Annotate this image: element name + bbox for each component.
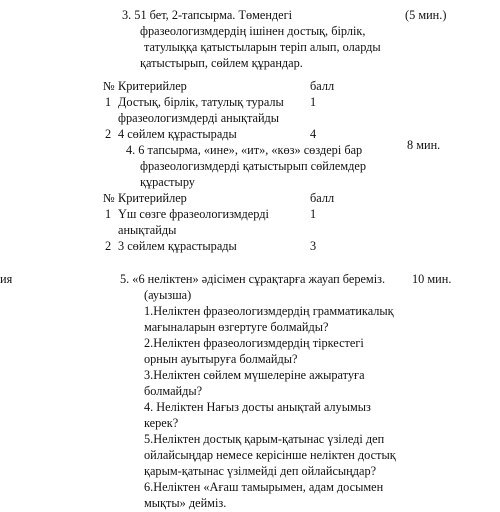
table2-header-score: балл bbox=[310, 191, 335, 205]
table1-row1-no: 1 bbox=[105, 95, 112, 109]
task4-line-2: фразеологизмдерді қатыстырып сөйлемдер bbox=[140, 159, 367, 173]
task3-time: (5 мин.) bbox=[405, 8, 447, 22]
task4-line-3: құрастыру bbox=[140, 175, 195, 189]
table1-header-no: № bbox=[103, 79, 115, 93]
task5-line-8: болмайды? bbox=[144, 384, 203, 398]
table1-header-score: балл bbox=[310, 79, 335, 93]
task3-line-1: 3. 51 бет, 2-тапсырма. Төмендегі bbox=[122, 8, 293, 22]
table2-row1-criteria-line1: Үш сөзге фразеологизмдерді bbox=[118, 207, 269, 221]
task5-line-13: қарым-қатынас үзілмейді деп ойлайсыңдар? bbox=[144, 464, 377, 478]
table2-row2-score: 3 bbox=[310, 239, 317, 253]
table2-row1-criteria-line2: анықтайды bbox=[118, 223, 177, 237]
table1-row1-criteria-line2: фразеологизмдерді анықтайды bbox=[118, 111, 280, 125]
task4-time: 8 мин. bbox=[407, 138, 441, 152]
task5-line-3: 1.Неліктен фразеологизмдердің грамматикалық bbox=[144, 304, 394, 318]
table2-row1-score: 1 bbox=[310, 207, 317, 221]
task5-line-9: 4. Неліктен Нағыз досты анықтай алуымыз bbox=[144, 400, 371, 414]
table2-row2-criteria: 3 сөйлем құрастырады bbox=[118, 239, 237, 253]
table2-header-criteria: Критерийлер bbox=[118, 191, 187, 205]
table1-row1-criteria-line1: Достық, бірлік, татулық туралы bbox=[118, 95, 284, 109]
table2-row2-no: 2 bbox=[105, 239, 112, 253]
task5-line-1: 5. «6 неліктен» әдісімен сұрақтарға жауап береміз. bbox=[120, 272, 386, 286]
task3-line-4: қатыстырып, сөйлем құрандар. bbox=[140, 56, 303, 70]
table1-row2-no: 2 bbox=[105, 127, 112, 141]
task5-line-4: мағыналарын өзгертуге болмайды? bbox=[144, 320, 329, 334]
task5-time: 10 мин. bbox=[412, 272, 452, 286]
task5-line-15: мықты» дейміз. bbox=[144, 496, 227, 510]
table2-header-no: № bbox=[103, 191, 115, 205]
task4-line-1: 4. 6 тапсырма, «ине», «ит», «көз» сөздері бар bbox=[126, 143, 363, 157]
task3-line-2: фразеологизмдердің ішінен достық, бірлік, bbox=[140, 24, 366, 38]
task5-line-6: орнын ауытыруға болмайды? bbox=[144, 352, 298, 366]
task5-line-11: 5.Неліктен достық қарым-қатынас үзіледі деп bbox=[144, 432, 385, 446]
table1-header-criteria: Критерийлер bbox=[118, 79, 187, 93]
table1-row2-criteria: 4 сөйлем құрастырады bbox=[118, 127, 237, 141]
table1-row1-score: 1 bbox=[310, 95, 317, 109]
left-column-fragment: ия bbox=[0, 272, 13, 286]
task3-line-3: татулыққа қатыстыларын теріп алып, оларды bbox=[144, 40, 381, 54]
task5-line-14: 6.Неліктен «Ағаш тамырымен, адам досымен bbox=[144, 480, 384, 494]
task5-line-10: керек? bbox=[144, 416, 179, 430]
task5-line-5: 2.Неліктен фразеологизмдердің тіркестегі bbox=[144, 336, 364, 350]
task5-line-12: ойлайсыңдар немесе керісінше неліктен достық bbox=[144, 448, 396, 462]
task5-line-7: 3.Неліктен сөйлем мүшелеріне ажыратуға bbox=[144, 368, 365, 382]
task5-line-2: (ауызша) bbox=[144, 288, 192, 302]
table1-row2-score: 4 bbox=[310, 127, 317, 141]
table2-row1-no: 1 bbox=[105, 207, 112, 221]
